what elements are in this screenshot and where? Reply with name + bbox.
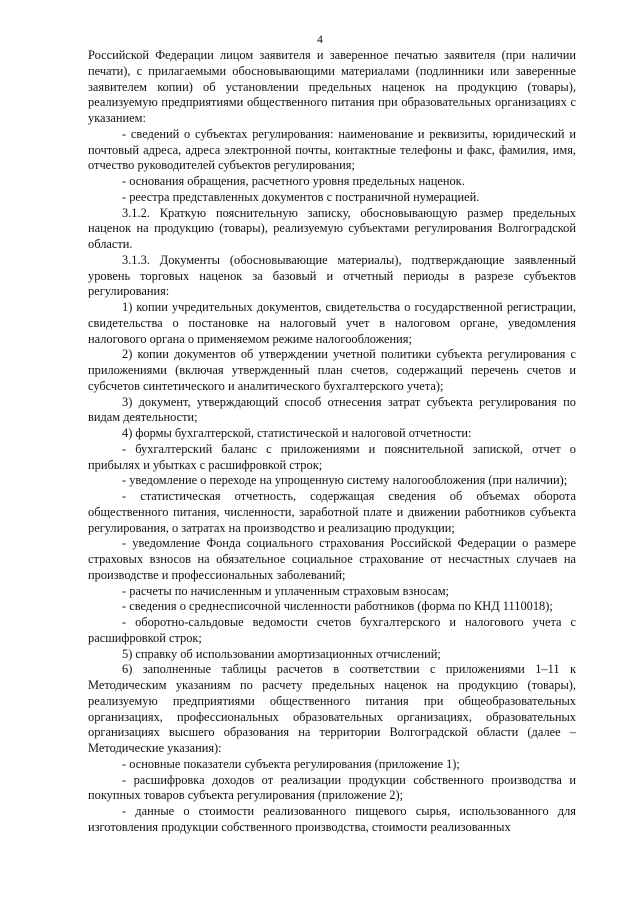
paragraph: - основные показатели субъекта регулирования (приложение 1); [122,756,460,771]
paragraph: - уведомление Фонда социального страхования Российской Федерации о размере страховых взносов на обязательное социальное страхование от несчастных случаев на производстве и профессиональных заболеваний; [88,536,576,582]
document-body [88,48,576,836]
paragraph: 3.1.3. Документы (обосновывающие материалы), подтверждающие заявленный уровень торговых наценок за базовый и отчетный периоды в разрезе субъектов регулирования: [88,252,576,299]
paragraph: 2) копии документов об утверждении учетной политики субъекта регулирования с приложениями (включая утвержденный план счетов, содержащий перечень счетов и субсчетов синтетического и аналитического бухгалтерского учета); [88,347,576,393]
page-number: 4 [317,34,323,46]
paragraph: - основания обращения, расчетного уровня предельных наценок. [122,174,465,188]
paragraph: 5) справку об использовании амортизационных отчислений; [122,646,441,661]
paragraph: 3) документ, утверждающий способ отнесения затрат субъекта регулирования по видам деятельности; [88,394,576,425]
paragraph: - бухгалтерский баланс с приложениями и пояснительной запиской, отчет о прибылях и убытках с расшифровкой строк; [88,441,576,472]
paragraph: 3.1.2. Краткую пояснительную записку, обосновывающую размер предельных наценок на продукцию (товары), реализуемую субъектами регулирования Волгоградской области. [88,205,576,251]
paragraph: 1) копии учредительных документов, свидетельства о государственной регистрации, свидетельства о постановке на налоговый учет в налоговом органе, уведомления налогового органа о применяемом режиме налогообложения; [88,300,576,346]
paragraph: Российской Федерации лицом заявителя и заверенное печатью заявителя (при наличии печати), с прилагаемыми обосновывающими материалами (подлинники или заверенные заявителем копии) об установлении предельных наценок на продукцию (товары), реализуемую предприятиями общественного питания при образовательных организациях с указанием: [88,48,576,125]
paragraph: 6) заполненные таблицы расчетов в соответствии с приложениями 1–11 к Методическим указаниям по расчету предельных наценок на продукцию (товары), реализуемую предприятиями общественного питания при общеобразовательных организациях, профессиональных образовательных организациях, образовательных организациях высшего образования на территории Волгоградской области (далее – Методические указания): [88,662,576,755]
paragraph: - сведения о среднесписочной численности работников (форма по КНД 1110018); [122,599,553,614]
paragraph: - реестра представленных документов с постраничной нумерацией. [122,189,480,204]
paragraph: - данные о стоимости реализованного пищевого сырья, использованного для изготовления продукции собственного производства, стоимости реализованных [88,804,576,834]
paragraph: - оборотно-сальдовые ведомости счетов бухгалтерского и налогового учета с расшифровкой строк; [88,615,576,645]
paragraph: - расшифровка доходов от реализации продукции собственного производства и покупных товаров субъекта регулирования (приложение 2); [88,772,576,803]
paragraph: - статистическая отчетность, содержащая сведения об объемах оборота общественного питания, численности, заработной плате и движении работников субъекта регулирования, о затратах на производство и реализацию продукции; [88,489,576,535]
paragraph: 4) формы бухгалтерской, статистической и налоговой отчетности: [122,426,472,440]
paragraph: - расчеты по начисленным и уплаченным страховым взносам; [122,583,449,598]
paragraph: - уведомление о переходе на упрощенную систему налогообложения (при наличии); [122,473,568,488]
paragraph: - сведений о субъектах регулирования: наименование и реквизиты, юридический и почтовый адреса, адреса электронной почты, контактные телефоны и факс, фамилия, имя, отчество руководителей субъектов регулирования; [88,126,576,173]
